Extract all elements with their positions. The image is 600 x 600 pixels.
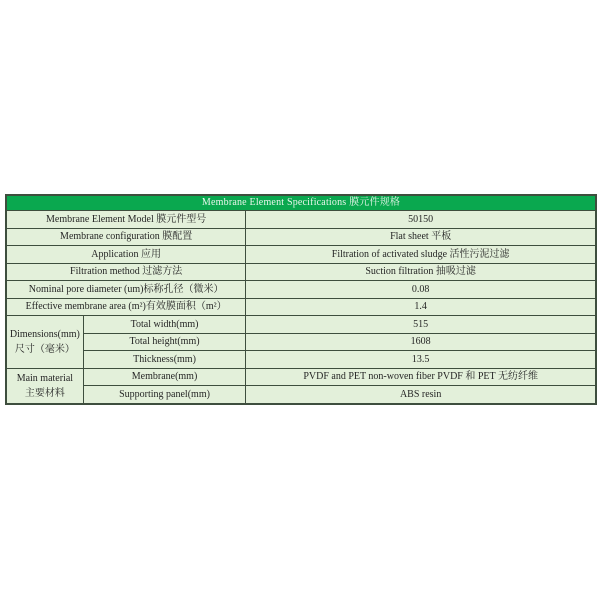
row-value-pore-diameter: 0.08 bbox=[246, 281, 596, 299]
group-label-dimensions-en: Dimensions(mm) bbox=[9, 328, 80, 340]
table-row bbox=[6, 368, 596, 386]
row-label-membrane-area: Effective membrane area (m²)有效膜面积（m²） bbox=[6, 298, 246, 316]
row-label-application: Application 应用 bbox=[6, 246, 246, 264]
row-label-supporting-panel: Supporting panel(mm) bbox=[83, 386, 246, 404]
row-value-supporting-panel: ABS resin bbox=[246, 386, 596, 404]
membrane-spec-table bbox=[5, 194, 597, 405]
row-label-pore-diameter: Nominal pore diameter (um)标称孔径（微米） bbox=[6, 281, 246, 299]
row-value-configuration: Flat sheet 平板 bbox=[246, 228, 596, 246]
table-row bbox=[6, 333, 596, 351]
row-label-membrane-material: Membrane(mm) bbox=[83, 368, 246, 386]
row-label-total-width: Total width(mm) bbox=[83, 316, 246, 334]
table-row bbox=[6, 195, 596, 211]
row-value-model: 50150 bbox=[246, 211, 596, 229]
table-row bbox=[6, 228, 596, 246]
row-value-total-width: 515 bbox=[246, 316, 596, 334]
group-label-main-material bbox=[6, 368, 83, 404]
group-label-dimensions bbox=[6, 316, 83, 369]
row-value-filtration-method: Suction filtration 抽吸过滤 bbox=[246, 263, 596, 281]
row-value-membrane-material: PVDF and PET non-woven fiber PVDF 和 PET 无纺纤维 bbox=[246, 368, 596, 386]
table-row bbox=[6, 263, 596, 281]
table-row bbox=[6, 316, 596, 334]
row-label-total-height: Total height(mm) bbox=[83, 333, 246, 351]
table-row bbox=[6, 246, 596, 264]
table-row bbox=[6, 281, 596, 299]
row-label-filtration-method: Filtration method 过滤方法 bbox=[6, 263, 246, 281]
table-title: Membrane Element Specifications 膜元件规格 bbox=[6, 195, 596, 211]
table-row bbox=[6, 211, 596, 229]
row-label-model: Membrane Element Model 膜元件型号 bbox=[6, 211, 246, 229]
row-label-thickness: Thickness(mm) bbox=[83, 351, 246, 369]
row-value-application: Filtration of activated sludge 活性污泥过滤 bbox=[246, 246, 596, 264]
table-row bbox=[6, 351, 596, 369]
group-label-main-material-en: Main material bbox=[16, 372, 74, 384]
table-row bbox=[6, 298, 596, 316]
row-value-thickness: 13.5 bbox=[246, 351, 596, 369]
group-label-dimensions-zh: 尺寸（毫米） bbox=[14, 343, 75, 355]
row-label-configuration: Membrane configuration 膜配置 bbox=[6, 228, 246, 246]
row-value-total-height: 1608 bbox=[246, 333, 596, 351]
group-label-main-material-zh: 主要材料 bbox=[24, 387, 65, 399]
table-row bbox=[6, 386, 596, 404]
row-value-membrane-area: 1.4 bbox=[246, 298, 596, 316]
